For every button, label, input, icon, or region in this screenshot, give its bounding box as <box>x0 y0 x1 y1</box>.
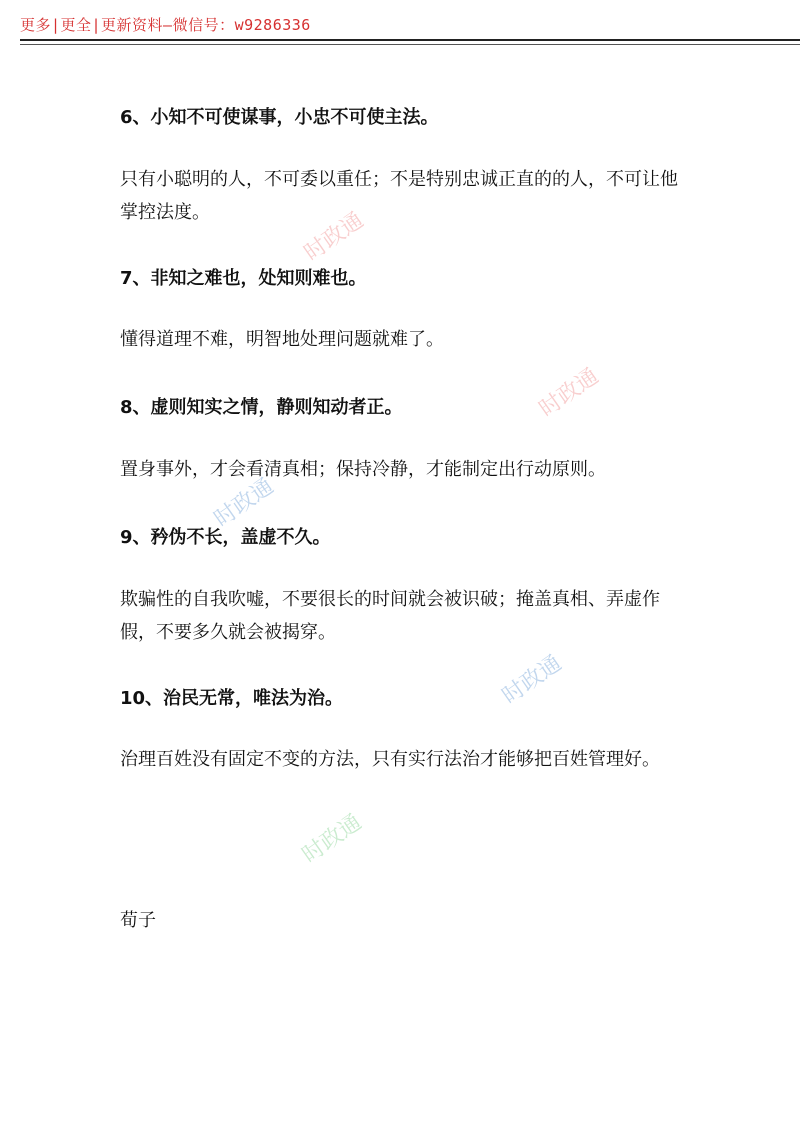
quote-title-6: 6、小知不可使谋事，小忠不可使主法。 <box>120 107 439 128</box>
quote-title-10: 10、治民无常，唯法为治。 <box>120 688 344 709</box>
header-divider-thin <box>20 44 800 45</box>
author-name: 荀子 <box>120 910 156 931</box>
quote-body-8: 置身事外，才会看清真相；保持冷静，才能制定出行动原则。 <box>120 459 606 480</box>
quote-body-7: 懂得道理不难，明智地处理问题就难了。 <box>120 329 444 350</box>
quote-title-7: 7、非知之难也，处知则难也。 <box>120 268 367 289</box>
watermark-logo: 时政通 <box>299 207 369 267</box>
quote-body-6: 只有小聪明的人，不可委以重任；不是特别忠诚正直的的人，不可让他掌控法度。 <box>120 169 678 223</box>
header-divider-thick <box>20 39 800 41</box>
watermark-logo: 时政通 <box>534 363 604 423</box>
watermark-logo: 时政通 <box>497 650 567 710</box>
quote-body-9: 欺骗性的自我吹嘘，不要很长的时间就会被识破；掩盖真相、弄虚作假，不要多久就会被揭穿。 <box>120 589 660 643</box>
watermark-logo: 时政通 <box>209 473 279 533</box>
quote-title-8: 8、虚则知实之情，静则知动者正。 <box>120 397 403 418</box>
quote-body-10: 治理百姓没有固定不变的方法，只有实行法治才能够把百姓管理好。 <box>120 749 660 770</box>
header-source-text: 更多|更全|更新资料—微信号：w9286336 <box>20 16 311 34</box>
watermark-logo: 时政通 <box>297 809 367 869</box>
quote-title-9: 9、矜伪不长，盖虚不久。 <box>120 527 331 548</box>
